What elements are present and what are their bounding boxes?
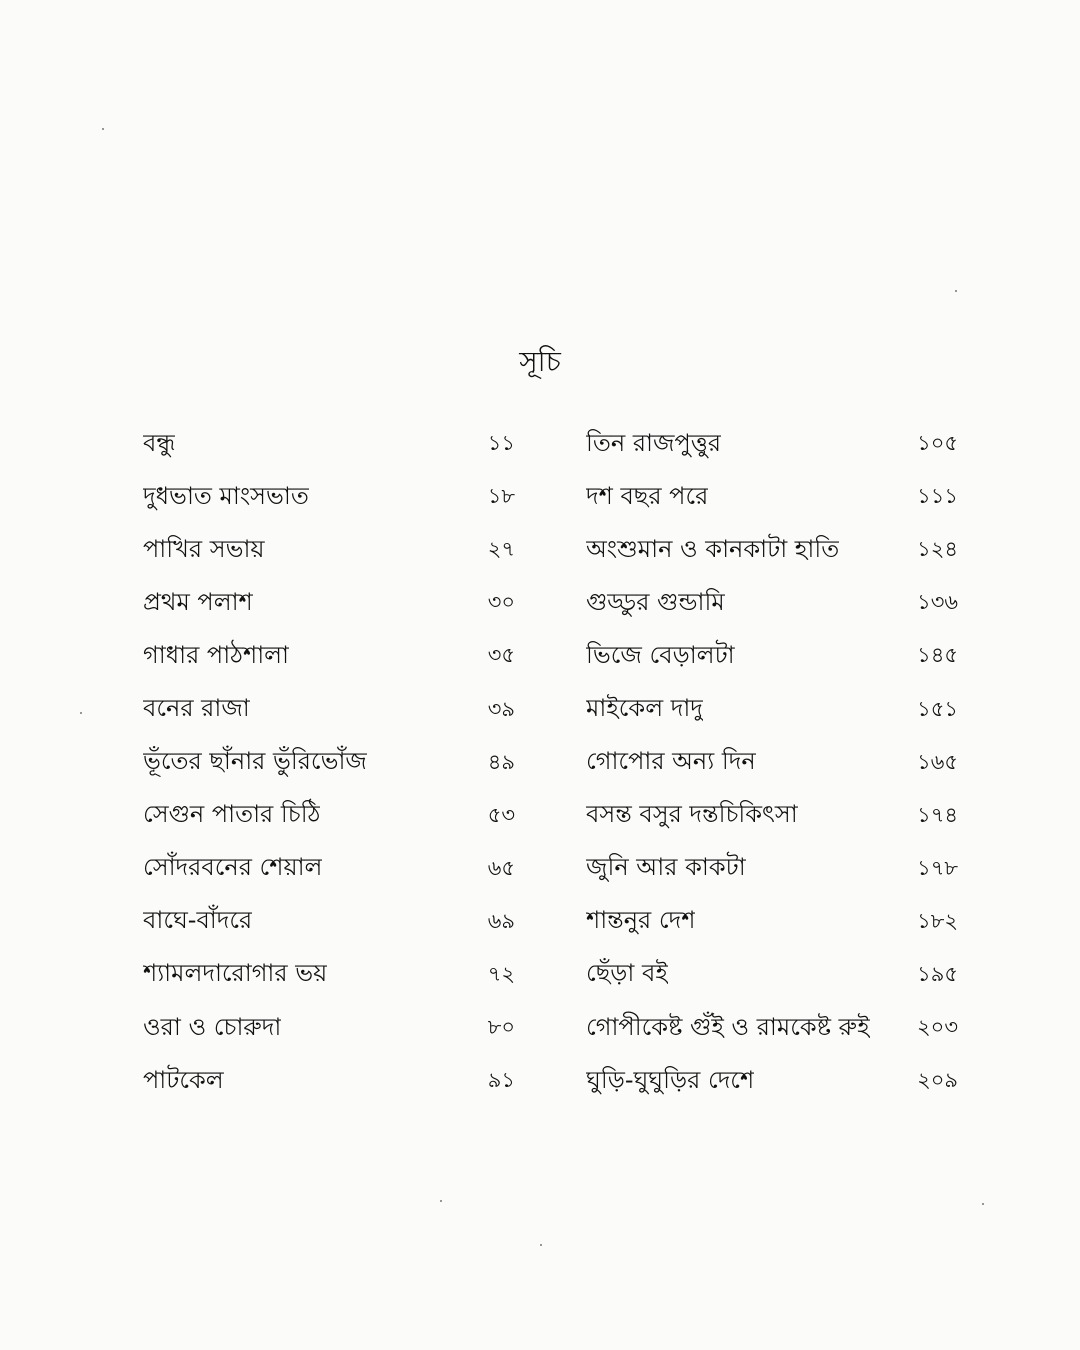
entry-page-number: ৫৩ — [487, 802, 515, 827]
contents-column-right — [586, 418, 958, 1108]
entry-page-number: ১৫১ — [917, 696, 958, 721]
entry-page-number: ১২৪ — [917, 537, 958, 562]
contents-entry — [586, 577, 958, 630]
contents-entry — [586, 896, 958, 949]
entry-page-number: ১৭৮ — [917, 855, 958, 880]
contents-entry — [143, 1055, 515, 1108]
entry-title: বসন্ত বসুর দন্তচিকিৎসা — [586, 800, 798, 829]
entry-page-number: ১৪৫ — [917, 643, 958, 668]
entry-page-number: ১৯৫ — [917, 961, 958, 986]
entry-page-number: ৩৯ — [487, 696, 515, 721]
entry-title: ঘুড়ি-ঘুঘুড়ির দেশে — [586, 1065, 755, 1094]
entry-title: গাধার পাঠশালা — [143, 640, 290, 669]
entry-title: বনের রাজা — [143, 694, 250, 723]
entry-title: সোঁদরবনের শেয়াল — [143, 853, 323, 882]
entry-title: গোপোর অন্য দিন — [586, 747, 756, 776]
contents-entry — [586, 683, 958, 736]
entry-title: গুড্ডুর গুন্ডামি — [586, 587, 725, 616]
contents-entry — [143, 471, 515, 524]
entry-title: গোপীকেষ্ট গুঁই ও রামকেষ্ট রুই — [586, 1012, 870, 1041]
contents-entry — [586, 418, 958, 471]
entry-title: বন্ধু — [143, 428, 176, 457]
entry-title: সেগুন পাতার চিঠি — [143, 800, 321, 829]
entry-title: ছেঁড়া বই — [586, 959, 668, 988]
contents-entry — [143, 630, 515, 683]
entry-title: দশ বছর পরে — [586, 481, 709, 510]
contents-entry — [143, 418, 515, 471]
contents-entry — [586, 843, 958, 896]
entry-title: বাঘে-বাঁদরে — [143, 906, 253, 935]
entry-title: মাইকেল দাদু — [586, 694, 703, 723]
entry-title: পাখির সভায় — [143, 534, 265, 563]
contents-entry — [143, 737, 515, 790]
contents-entry — [143, 1002, 515, 1055]
contents-entry — [586, 949, 958, 1002]
entry-title: ভিজে বেড়ালটা — [586, 640, 735, 669]
contents-entry — [586, 737, 958, 790]
contents-entry — [143, 577, 515, 630]
contents-entry — [586, 630, 958, 683]
entry-page-number: ১১ — [487, 431, 515, 456]
entry-page-number: ৯১ — [487, 1068, 515, 1093]
paper-speck — [80, 712, 82, 714]
entry-page-number: ১১১ — [917, 484, 958, 509]
entry-title: ওরা ও চোরুদা — [143, 1012, 282, 1041]
paper-speck — [540, 1244, 542, 1246]
entry-page-number: ২৭ — [487, 537, 515, 562]
paper-speck — [982, 1203, 984, 1205]
contents-entry — [143, 524, 515, 577]
entry-page-number: ১৮২ — [917, 908, 958, 933]
contents-entry — [143, 683, 515, 736]
contents-entry — [586, 471, 958, 524]
entry-title: অংশুমান ও কানকাটা হাতি — [586, 534, 840, 563]
contents-entry — [143, 843, 515, 896]
contents-column-left — [143, 418, 515, 1108]
entry-page-number: ৭২ — [487, 961, 515, 986]
contents-entry — [143, 790, 515, 843]
entry-title: শ্যামলদারোগার ভয় — [143, 959, 328, 988]
contents-entry — [586, 524, 958, 577]
contents-entry — [586, 790, 958, 843]
entry-page-number: ৬৫ — [487, 855, 515, 880]
entry-page-number: ২০৩ — [917, 1015, 958, 1040]
contents-title: সূচি — [519, 345, 561, 378]
entry-title: পাটকেল — [143, 1065, 224, 1094]
entry-page-number: ১৬৫ — [917, 749, 958, 774]
entry-page-number: ১৮ — [487, 484, 515, 509]
entry-page-number: ১০৫ — [917, 431, 958, 456]
entry-title: দুধভাত মাংসভাত — [143, 481, 309, 510]
entry-title: শান্তনুর দেশ — [586, 906, 696, 935]
paper-speck — [102, 128, 104, 130]
entry-page-number: ৩০ — [487, 590, 515, 615]
entry-title: প্রথম পলাশ — [143, 587, 253, 616]
entry-page-number: ১৩৬ — [917, 590, 958, 615]
entry-page-number: ২০৯ — [917, 1068, 958, 1093]
entry-title: তিন রাজপুত্তুর — [586, 428, 722, 457]
paper-speck — [955, 290, 957, 292]
entry-title: জুনি আর কাকটা — [586, 853, 746, 882]
entry-page-number: ৪৯ — [487, 749, 515, 774]
paper-speck — [440, 1200, 442, 1202]
contents-entry — [586, 1055, 958, 1108]
entry-page-number: ৮০ — [487, 1015, 515, 1040]
contents-entry — [586, 1002, 958, 1055]
entry-page-number: ৬৯ — [487, 908, 515, 933]
entry-page-number: ৩৫ — [487, 643, 515, 668]
entry-page-number: ১৭৪ — [917, 802, 958, 827]
entry-title: ভূঁতের ছাঁনার ভুঁরিভোঁজ — [143, 747, 367, 776]
contents-entry — [143, 949, 515, 1002]
contents-entry — [143, 896, 515, 949]
